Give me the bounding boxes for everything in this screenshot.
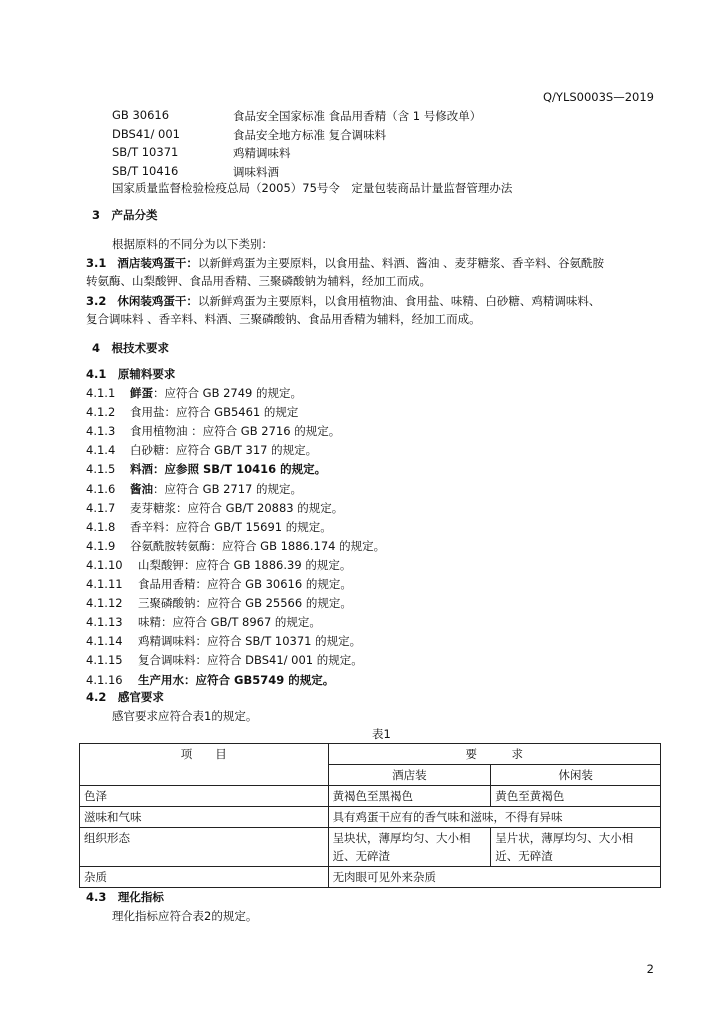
section-heading: 4 根技术要求 [92, 341, 170, 355]
item-label: 白砂糖 [130, 443, 165, 458]
page-number: 2 [646, 962, 654, 976]
material-item [86, 385, 302, 401]
item-text: ：应符合 GB/T 317 的规定。 [164, 443, 318, 458]
item-number: 4.1.16 [86, 672, 123, 687]
clause-text: 复合调味料 、香辛料、料酒、三聚磷酸钠、食品用香精为辅料，经加工而成。 [86, 312, 481, 326]
subsection-heading: 4.3 理化指标 [86, 890, 164, 904]
ref-title: 食品安全地方标准 复合调味料 [233, 128, 387, 142]
clause-text: 以新鲜鸡蛋为主要原料，以食用植物油、食用盐、味精、白砂糖、鸡精调味料、 [197, 294, 601, 308]
item-text: ：应符合 GB 2717 的规定。 [153, 481, 303, 496]
clause-text: 以新鲜鸡蛋为主要原料，以食用盐、料酒、酱油 、麦芽糖浆、香辛料、谷氨酰胺 [197, 256, 604, 270]
table-row [80, 867, 661, 888]
item-number: 4.1.8 [86, 519, 116, 534]
material-item [86, 538, 385, 554]
row-hotel [328, 828, 491, 867]
sensory-table [79, 743, 661, 888]
ref-extra: 国家质量监督检验检疫总局（2005）75号令 定量包装商品计量监督管理办法 [112, 181, 513, 195]
material-item [86, 404, 298, 420]
clause-text: 转氨酶、山梨酸钾、食品用香精、三聚磷酸钠为辅料，经加工而成。 [86, 274, 431, 288]
item-text: ：应符合 GB 2716 的规定。 [187, 424, 341, 439]
item-number: 4.1.13 [86, 615, 123, 630]
item-label: 料酒 [130, 462, 153, 477]
item-label: 麦芽糖浆 [130, 500, 176, 515]
item-number: 4.1.11 [86, 577, 123, 591]
item-number: 4.1.3 [86, 424, 116, 439]
material-item [86, 461, 326, 477]
item-number: 4.1.15 [86, 653, 123, 668]
subsection-heading: 4.1 原辅料要求 [86, 367, 176, 381]
item-text: ：应符合 GB 1886.39 的规定。 [184, 557, 352, 572]
item-number: 4.1.6 [86, 481, 116, 496]
clause-term: 休闲装鸡蛋干： [117, 294, 198, 308]
cell-line: 呈块状，薄厚均匀、大小相 [332, 831, 471, 845]
clause-number: 3.1 [86, 256, 107, 270]
item-number: 4.1.4 [86, 443, 116, 458]
item-label: 复合调味料 [138, 653, 196, 668]
item-text: ：应符合 GB 2749 的规定。 [153, 386, 303, 400]
ref-code: SB/T 10416 [112, 164, 179, 178]
item-text: ：应符合 GB/T 15691 的规定。 [164, 519, 332, 534]
paragraph: 根据原料的不同分为以下类别： [112, 237, 273, 251]
table-row [80, 744, 661, 765]
item-label: 香辛料 [130, 519, 165, 534]
item-text: ：应符合 SB/T 10371 的规定。 [195, 634, 362, 649]
item-label: 鲜蛋 [130, 386, 153, 400]
item-label: 三聚磷酸钠 [138, 596, 196, 611]
table-row [80, 807, 661, 828]
item-text: ：应符合 GB 30616 的规定。 [195, 577, 352, 591]
item-number: 4.1.5 [86, 462, 116, 477]
material-item [86, 423, 340, 439]
item-label: 酱油 [130, 481, 153, 496]
clause-number: 3.2 [86, 294, 107, 308]
item-number: 4.1.12 [86, 596, 123, 611]
item-label: 谷氨酰胺转氨酶 [130, 538, 211, 553]
standard-code: Q/YLS0003S—2019 [543, 90, 654, 104]
item-text: ：应符合 GB5461 的规定 [164, 405, 299, 420]
clause-3-2 [86, 293, 600, 309]
item-number: 4.1.2 [86, 405, 116, 420]
header-hotel: 酒店装 [328, 765, 491, 786]
ref-title: 食品安全国家标准 食品用香精（含 1 号修改单） [233, 109, 482, 123]
item-label: 食用植物油 [130, 424, 188, 439]
header-leisure: 休闲装 [491, 765, 661, 786]
row-leisure [491, 828, 661, 867]
item-text: ：应符合 GB 1886.174 的规定。 [210, 538, 386, 553]
item-label: 山梨酸钾 [138, 557, 184, 572]
row-item: 杂质 [80, 867, 329, 888]
cell-line: 近、无碎渣 [332, 849, 391, 863]
row-item: 滋味和气味 [80, 807, 329, 828]
table-row [80, 828, 661, 867]
header-item: 项 目 [80, 744, 329, 786]
item-number: 4.1.14 [86, 634, 123, 649]
item-label: 生产用水 [138, 672, 184, 687]
paragraph: 理化指标应符合表2的规定。 [112, 909, 258, 923]
material-item [86, 442, 317, 458]
item-number: 4.1.9 [86, 538, 116, 553]
item-text: ：应符合 GB 25566 的规定。 [195, 596, 352, 611]
subsection-heading: 4.2 感官要求 [86, 690, 164, 704]
material-item [86, 557, 351, 573]
item-text: ：应符合 GB/T 8967 的规定。 [161, 615, 321, 630]
material-item [86, 652, 363, 668]
material-item [86, 500, 343, 516]
material-item [86, 481, 302, 497]
table-caption: 表1 [372, 727, 391, 741]
section-heading: 3 产品分类 [92, 208, 158, 222]
row-merged: 具有鸡蛋干应有的香气味和滋味，不得有异味 [328, 807, 660, 828]
item-number: 4.1.7 [86, 500, 116, 515]
clause-3-1 [86, 255, 604, 271]
table-row [80, 786, 661, 807]
cell-line: 近、无碎渣 [495, 849, 553, 863]
item-label: 食品用香精 [138, 577, 196, 591]
row-item: 组织形态 [80, 828, 329, 867]
item-label: 味精 [138, 615, 161, 630]
paragraph: 感官要求应符合表1的规定。 [112, 709, 258, 723]
ref-code: DBS41/ 001 [112, 127, 180, 141]
material-item [86, 614, 321, 630]
item-label: 鸡精调味料 [138, 634, 196, 649]
material-item [86, 595, 352, 611]
item-text: ：应参照 SB/T 10416 的规定。 [153, 462, 327, 477]
item-text: ：应符合 DBS41/ 001 的规定。 [195, 653, 363, 668]
item-text: ：应符合 GB5749 的规定。 [184, 672, 335, 687]
row-hotel: 黄褐色至黑褐色 [328, 786, 491, 807]
material-item [86, 672, 334, 688]
item-number: 4.1.1 [86, 386, 116, 400]
clause-term: 酒店装鸡蛋干： [117, 256, 198, 270]
row-merged: 无肉眼可见外来杂质 [328, 867, 660, 888]
item-number: 4.1.10 [86, 557, 123, 572]
ref-title: 鸡精调味料 [233, 146, 291, 160]
item-text: ：应符合 GB/T 20883 的规定。 [176, 500, 344, 515]
ref-code: SB/T 10371 [112, 145, 179, 159]
row-leisure: 黄色至黄褐色 [491, 786, 661, 807]
cell-line: 呈片状，薄厚均匀、大小相 [495, 831, 634, 845]
material-item [86, 576, 352, 592]
row-item: 色泽 [80, 786, 329, 807]
material-item [86, 519, 332, 535]
item-label: 食用盐 [130, 405, 165, 420]
ref-code: GB 30616 [112, 108, 170, 122]
material-item [86, 633, 361, 649]
ref-title: 调味料酒 [233, 165, 279, 179]
header-requirement: 要 求 [328, 744, 660, 765]
